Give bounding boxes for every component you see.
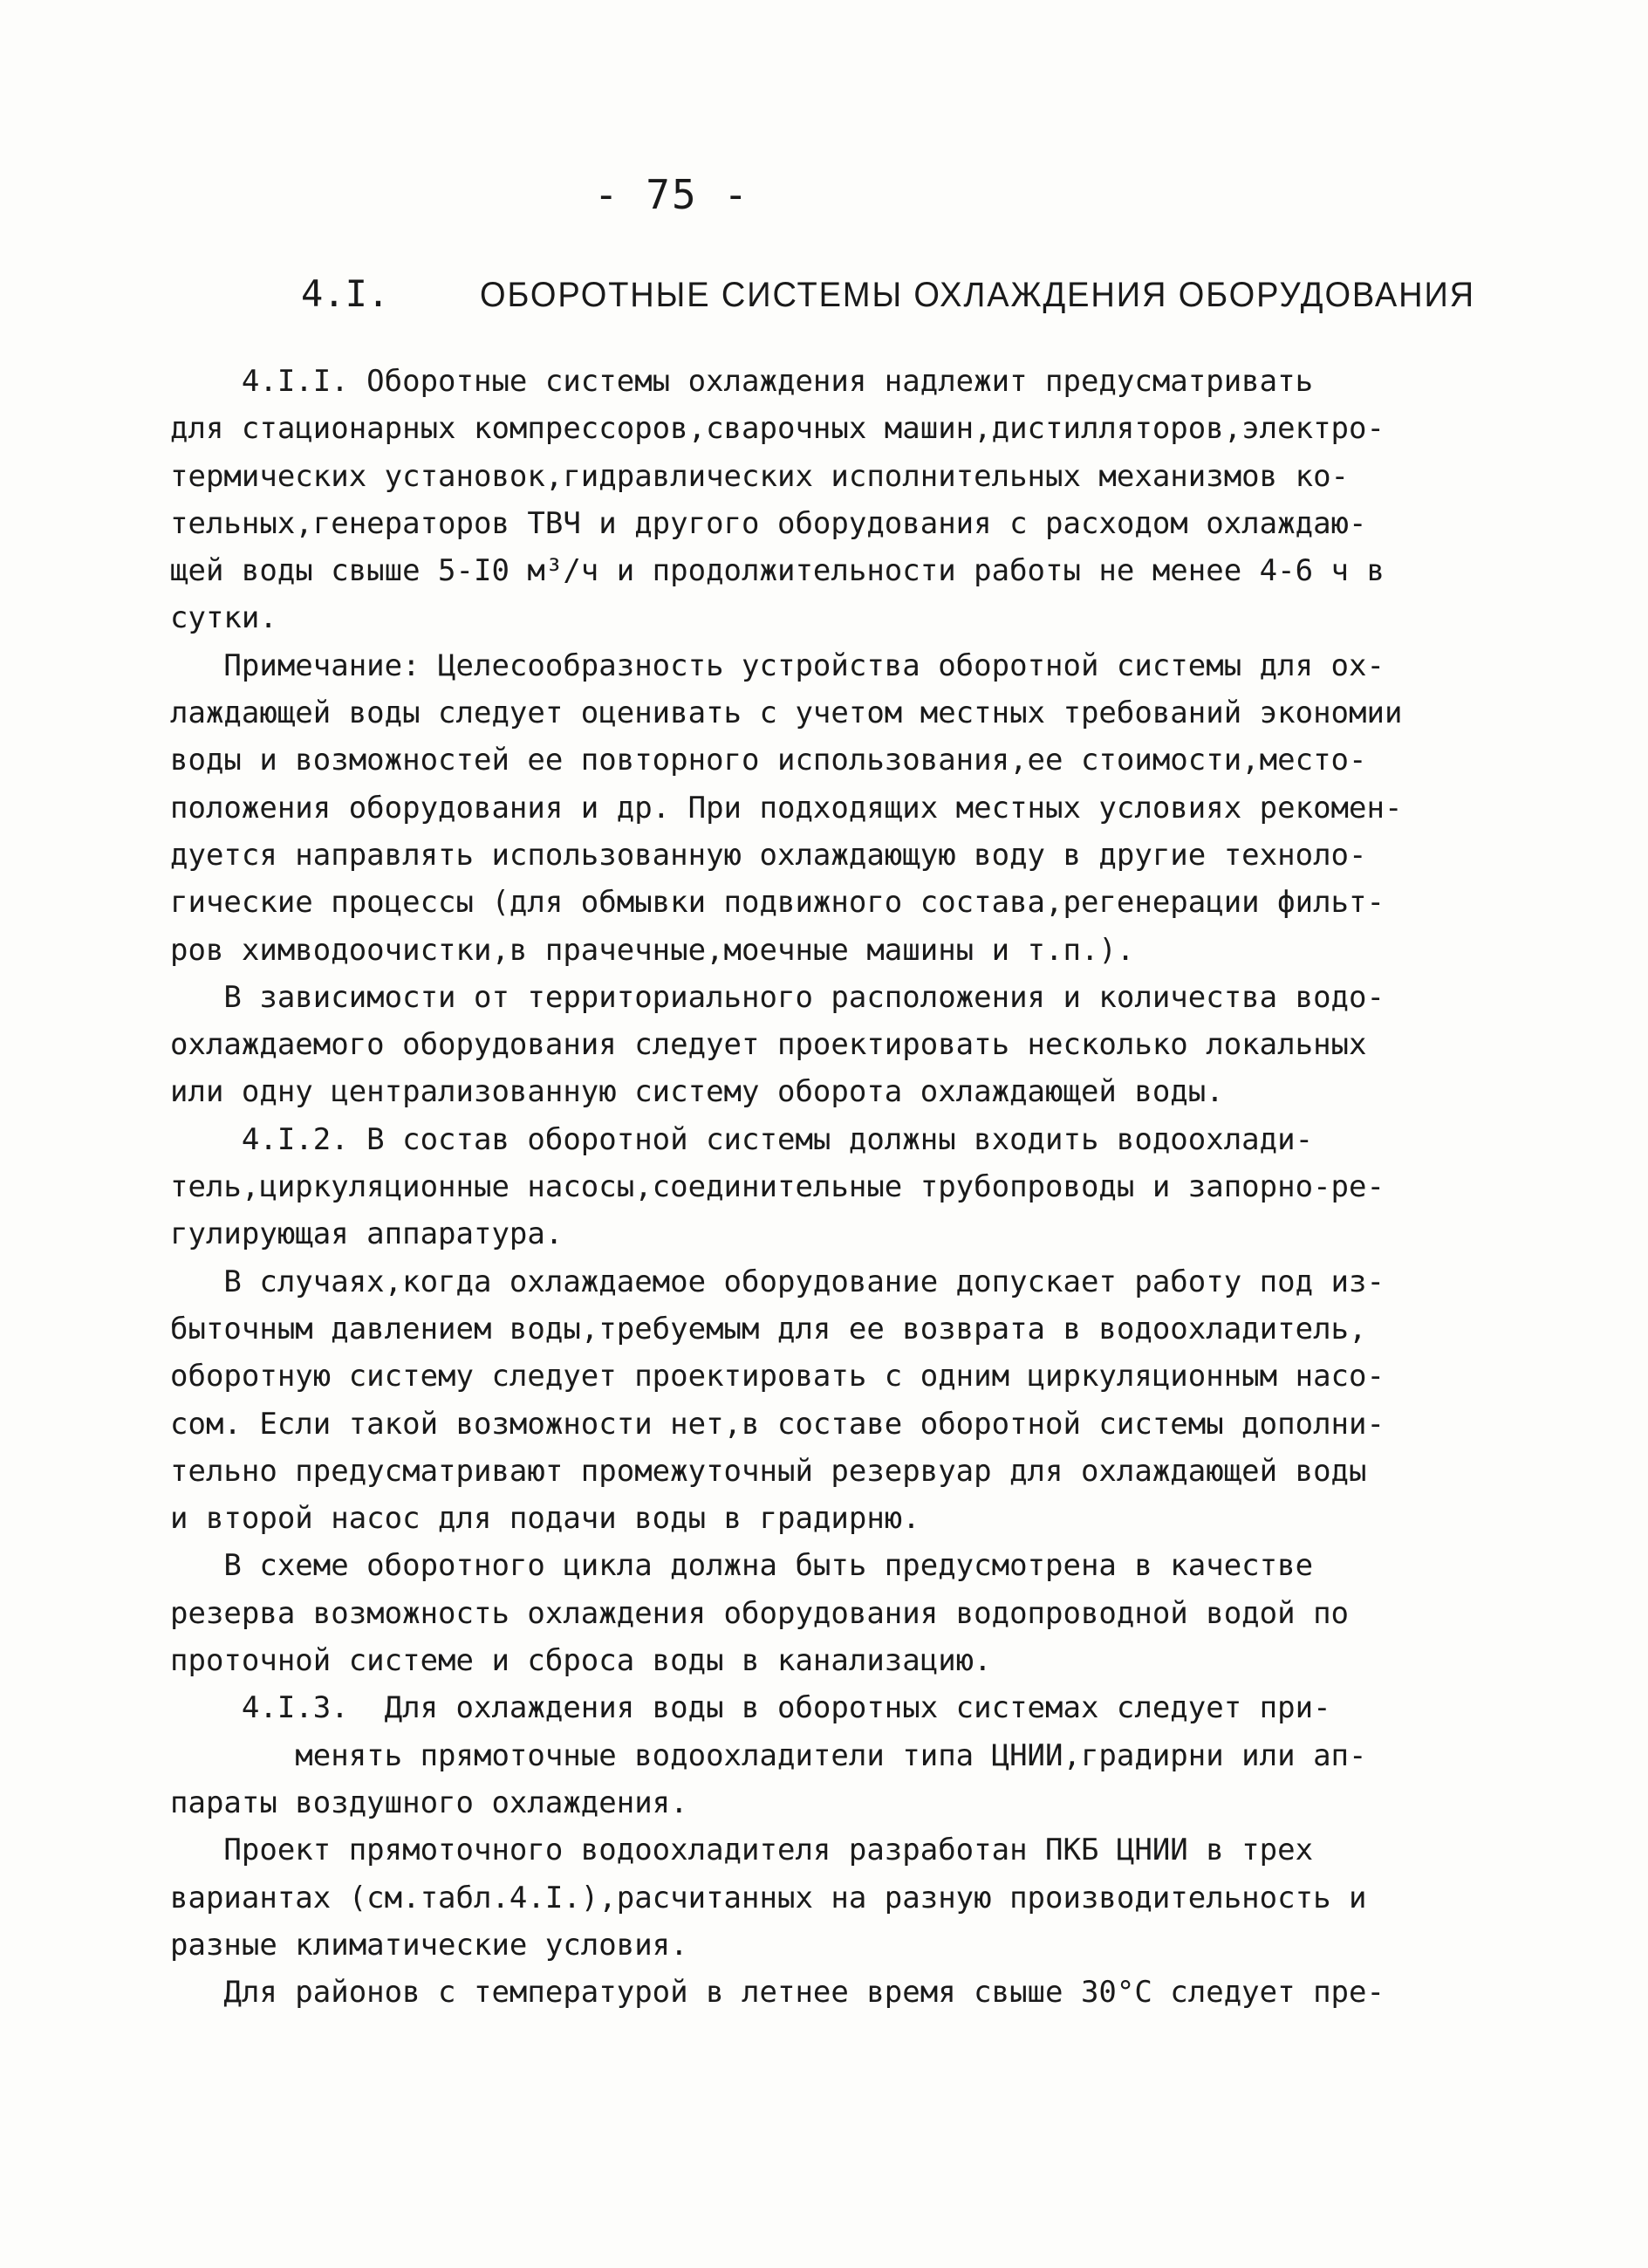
text-line: Примечание: Целесообразность устройства оборотной системы для ох- [170, 648, 1385, 683]
section-title: ОБОРОТНЫЕ СИСТЕМЫ ОХЛАЖДЕНИЯ ОБОРУДОВАНИЯ [480, 276, 1476, 314]
text-line: гические процессы (для обмывки подвижного состава,регенерации фильт- [170, 885, 1385, 921]
text-line: или одну централизованную систему оборота охлаждающей воды. [170, 1074, 1224, 1110]
text-line: 4.I.I. Оборотные системы охлаждения надлежит предусматривать [170, 364, 1314, 399]
section-number: 4.I. [301, 272, 390, 315]
text-line: В зависимости от территориального расположения и количества водо- [170, 979, 1385, 1015]
text-line: 4.I.3. Для охлаждения воды в оборотных системах следует при- [170, 1690, 1331, 1726]
text-line: Для районов с температурой в летнее время свыше 30°С следует пре- [170, 1975, 1385, 2011]
text-line: щей воды свыше 5-I0 м³/ч и продолжительности работы не менее 4-6 ч в [170, 553, 1385, 589]
text-line: проточной системе и сброса воды в канализацию. [170, 1643, 992, 1679]
text-line: тельно предусматривают промежуточный резервуар для охлаждающей воды [170, 1453, 1367, 1489]
text-line: термических установок,гидравлических исполнительных механизмов ко- [170, 458, 1350, 494]
text-line: оборотную систему следует проектировать с одним циркуляционным насо- [170, 1359, 1385, 1394]
text-line: гулирующая аппаратура. [170, 1216, 564, 1252]
section-heading [301, 272, 1528, 315]
text-line: менять прямоточные водоохладители типа ЦНИИ,градирни или ап- [170, 1737, 1367, 1773]
text-line: тель,циркуляционные насосы,соединительные трубопроводы и запорно-ре- [170, 1169, 1385, 1205]
text-line: В схеме оборотного цикла должна быть предусмотрена в качестве [170, 1548, 1314, 1584]
text-line: сутки. [170, 600, 277, 636]
page-number: - 75 - [593, 171, 750, 218]
text-line: и второй насос для подачи воды в градирню. [170, 1501, 920, 1537]
text-line: Проект прямоточного водоохладителя разработан ПКБ ЦНИИ в трех [170, 1833, 1314, 1868]
text-line: разные климатические условия. [170, 1927, 688, 1963]
text-line: ров химводоочистки,в прачечные,моечные машины и т.п.). [170, 932, 1135, 968]
text-line: для стационарных компрессоров,сварочных машин,дистилляторов,электро- [170, 411, 1385, 447]
text-line: сом. Если такой возможности нет,в составе оборотной системы дополни- [170, 1406, 1385, 1442]
text-line: быточным давлением воды,требуемым для ее возврата в водоохладитель, [170, 1311, 1367, 1346]
text-line: 4.I.2. В состав оборотной системы должны входить водоохлади- [170, 1121, 1314, 1157]
body-text [170, 358, 1514, 2016]
text-line: дуется направлять использованную охлаждающую воду в другие техноло- [170, 837, 1367, 873]
text-line: вариантах (см.табл.4.I.),расчитанных на разную производительность и [170, 1880, 1367, 1915]
text-line: параты воздушного охлаждения. [170, 1785, 688, 1820]
text-line: лаждающей воды следует оценивать с учетом местных требований экономии [170, 695, 1403, 731]
text-line: тельных,генераторов ТВЧ и другого оборудования с расходом охлаждаю- [170, 505, 1367, 541]
text-line: охлаждаемого оборудования следует проектировать несколько локальных [170, 1027, 1367, 1063]
text-line: резерва возможность охлаждения оборудования водопроводной водой по [170, 1595, 1350, 1631]
text-line: В случаях,когда охлаждаемое оборудование допускает работу под из- [170, 1264, 1385, 1299]
text-line: положения оборудования и др. При подходящих местных условиях рекомен- [170, 790, 1403, 826]
text-line: воды и возможностей ее повторного использования,ее стоимости,место- [170, 743, 1367, 778]
